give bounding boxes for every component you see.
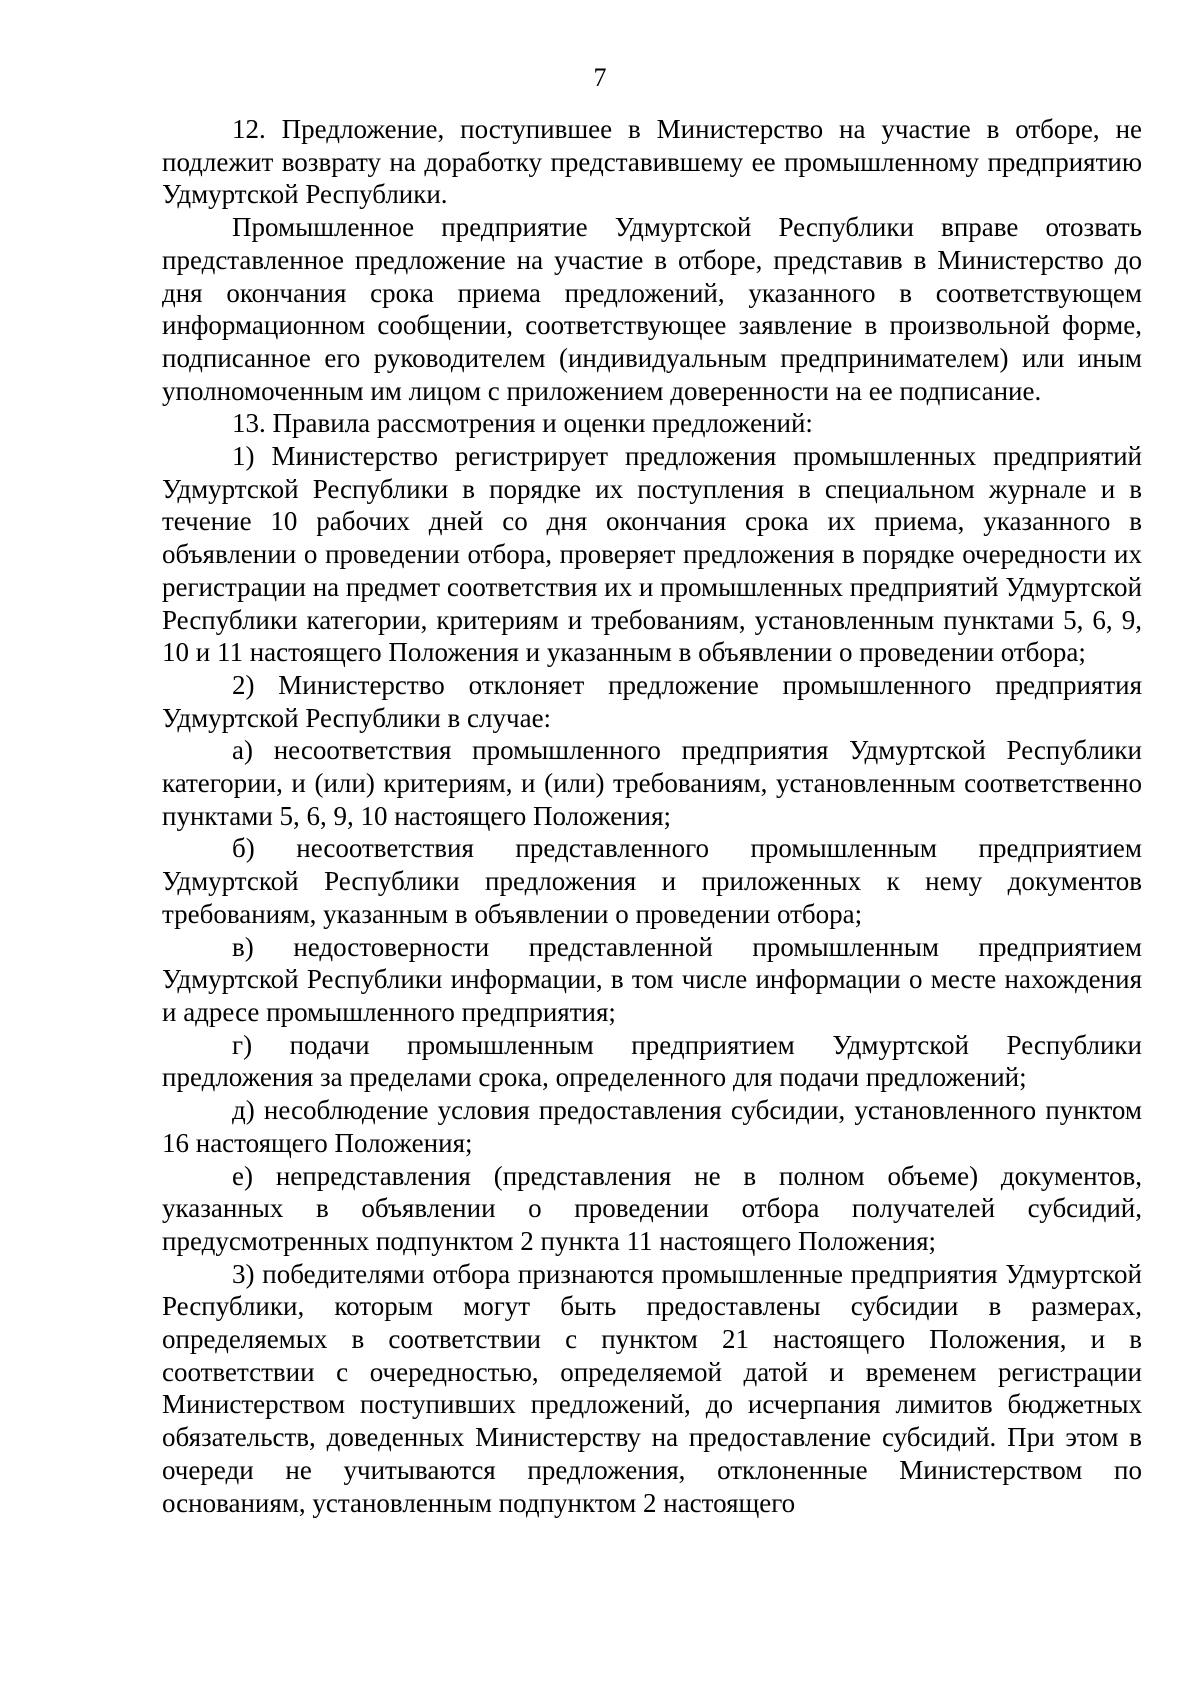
item-e: е) непредставления (представления не в полном объеме) документов, указанных в объявлении о проведении отбора получателей субсидий, предусмотренных подпунктом 2 пункта 11 настоящего Положения; (162, 1160, 1142, 1256)
document-body (162, 113, 1142, 1519)
item-b: б) несоответствия представленного промышленным предприятием Удмуртской Республики предложения и приложенных к нему документов требованиям, указанным в объявлении о проведении отбора; (162, 833, 1142, 929)
item-g: г) подачи промышленным предприятием Удмуртской Республики предложения за пределами срока, определенного для подачи предложений; (162, 1029, 1142, 1093)
subparagraph-1: 1) Министерство регистрирует предложения промышленных предприятий Удмуртской Республики в порядке их поступления в специальном журнале и в течение 10 рабочих дней со дня окончания срока их приема, указанного в объявлении о проведении отбора, проверяет предложения в порядке очередности их регистрации на предмет соответствия их и промышленных предприятий Удмуртской Республики категории, критериям и требованиям, установленным пунктами 5, 6, 9, 10 и 11 настоящего Положения и указанным в объявлении о проведении отбора; (162, 441, 1142, 668)
subparagraph-2: 2) Министерство отклоняет предложение промышленного предприятия Удмуртской Республики в случае: (162, 669, 1142, 733)
paragraph-13-heading: 13. Правила рассмотрения и оценки предложений: (232, 408, 813, 439)
item-v: в) недостоверности представленной промышленным предприятием Удмуртской Республики информации, в том числе информации о месте нахождения и адресе промышленного предприятия; (162, 931, 1142, 1027)
item-a: а) несоответствия промышленного предприятия Удмуртской Республики категории, и (или) критериям, и (или) требованиям, установленным соответственно пунктами 5, 6, 9, 10 настоящего Положения; (162, 735, 1142, 831)
paragraph-12: 12. Предложение, поступившее в Министерство на участие в отборе, не подлежит возврату на доработку представившему ее промышленному предприятию Удмуртской Республики. (162, 114, 1142, 210)
page-number: 7 (593, 63, 607, 92)
subparagraph-3: 3) победителями отбора признаются промышленные предприятия Удмуртской Республики, которым могут быть предоставлены субсидии в размерах, определяемых в соответствии с пунктом 21 настоящего Положения, и в соответствии с очередностью, определяемой датой и временем регистрации Министерством поступивших предложений, до исчерпания лимитов бюджетных обязательств, доведенных Министерству на предоставление субсидий. При этом в очереди не учитываются предложения, отклоненные Министерством по основаниям, установленным подпунктом 2 настоящего (162, 1258, 1142, 1518)
item-d: д) несоблюдение условия предоставления субсидии, установленного пунктом 16 настоящего Положения; (162, 1095, 1142, 1158)
paragraph-withdrawal: Промышленное предприятие Удмуртской Республики вправе отозвать представленное предложение на участие в отборе, представив в Министерство до дня окончания срока приема предложений, указанного в соответствующем информационном сообщении, соответствующее заявление в произвольной форме, подписанное его руководителем (индивидуальным предпринимателем) или иным уполномоченным им лицом с приложением доверенности на ее подписание. (162, 212, 1142, 406)
